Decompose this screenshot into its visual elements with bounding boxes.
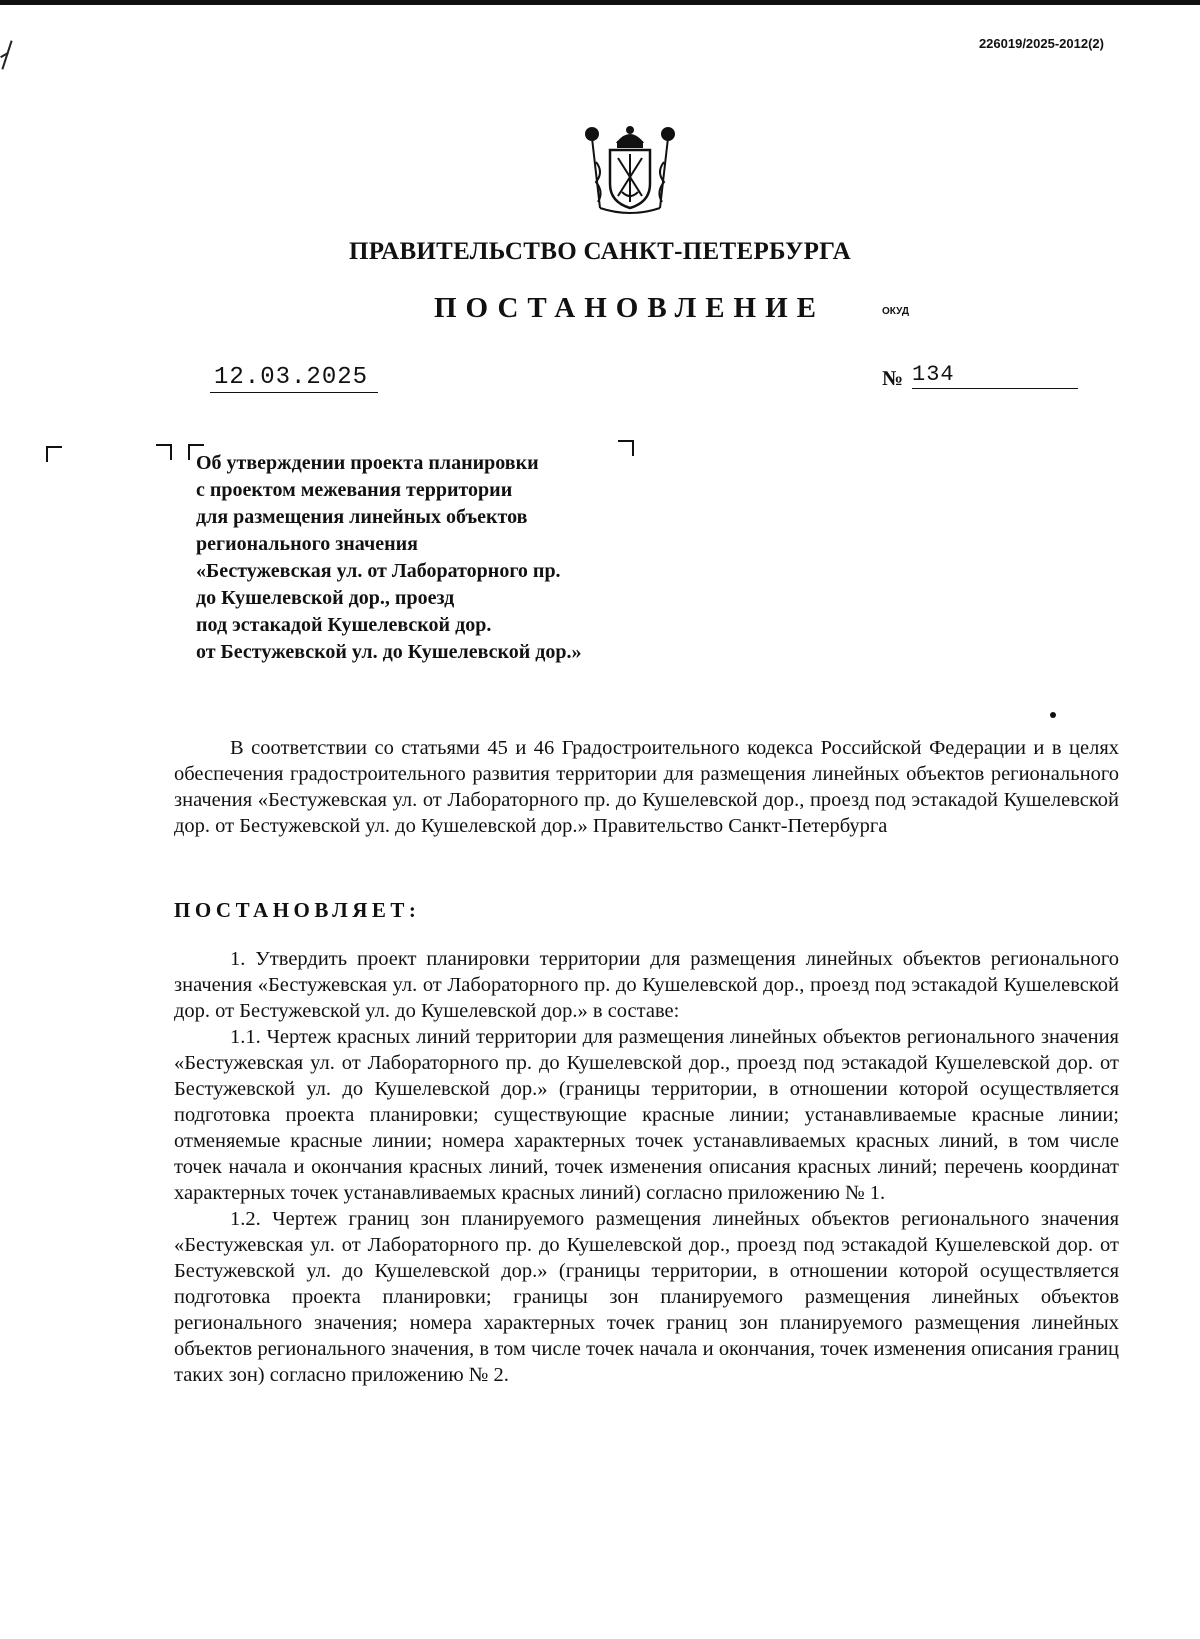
- document-number: 134: [912, 362, 1078, 389]
- subject-line: для размещения линейных объектов: [196, 506, 528, 528]
- subject-line: до Кушелевской дор., проезд: [196, 587, 455, 609]
- scan-speck: [1050, 712, 1056, 718]
- subject-line: Об утверждении проекта планировки: [196, 452, 539, 474]
- document-number-label: №: [882, 366, 904, 390]
- st-petersburg-coat-of-arms-icon: [578, 122, 682, 218]
- subject-line: от Бестужевской ул. до Кушелевской дор.»: [196, 641, 582, 663]
- document-code: 226019/2025-2012(2): [978, 36, 1104, 51]
- scan-margin-mark: [0, 38, 16, 72]
- preamble: [174, 735, 1119, 839]
- document-date: 12.03.2025: [210, 364, 378, 393]
- decree-heading: ПОСТАНОВЛЯЕТ:: [174, 898, 421, 922]
- subject-line: под эстакадой Кушелевской дор.: [196, 614, 492, 636]
- document-type-title: ПОСТАНОВЛЕНИЕ: [434, 292, 826, 324]
- decree-item: 1. Утвердить проект планировки территории для размещения линейных объектов регионального значения «Бестужевская ул. от Лабораторного пр. до Кушелевской дор., проезд под эстакадой Кушелевской дор. от Бестужевской ул. до Кушелевской дор.» в составе:: [174, 948, 1119, 1022]
- government-name: ПРАВИТЕЛЬСТВО САНКТ-ПЕТЕРБУРГА: [348, 238, 852, 265]
- okud-label: ОКУД: [882, 306, 909, 317]
- decree-item: 1.1. Чертеж красных линий территории для размещения линейных объектов регионального значения «Бестужевская ул. от Лабораторного пр. до Кушелевской дор., проезд под эстакадой Кушелевской дор. от Бестужевской ул. до Кушелевской дор.» (границы территории, в отношении которой осуществляется подготовка проекта планировки; существующие красные линии; устанавливаемые красные линии; отменяемые красные линии; номера характерных точек устанавливаемых красных линий, в том числе точек начала и окончания красных линий, точек изменения описания красных линий; перечень координат характерных точек устанавливаемых красных линий) согласно приложению № 1.: [174, 1026, 1119, 1204]
- subject-line: регионального значения: [196, 533, 418, 555]
- decree-items: [174, 946, 1119, 1388]
- preamble-text: В соответствии со статьями 45 и 46 Градостроительного кодекса Российской Федерации и в целях обеспечения градостроительного развития территории для размещения линейных объектов регионального значения «Бестужевская ул. от Лабораторного пр. до Кушелевской дор., проезд под эстакадой Кушелевской дор. от Бестужевской ул. до Кушелевской дор.» Правительство Санкт-Петербурга: [174, 737, 1119, 837]
- subject-line: «Бестужевская ул. от Лабораторного пр.: [196, 560, 561, 582]
- subject-line: с проектом межевания территории: [196, 479, 513, 501]
- margin-bracket-left: [46, 446, 62, 462]
- resolution-subject: [196, 450, 716, 666]
- decree-item: 1.2. Чертеж границ зон планируемого размещения линейных объектов регионального значения «Бестужевская ул. от Лабораторного пр. до Кушелевской дор., проезд под эстакадой Кушелевской дор. от Бестужевской ул. до Кушелевской дор.» (границы территории, в отношении которой осуществляется подготовка проекта планировки; границы зон планируемого размещения линейных объектов регионального значения; номера характерных точек границ зон планируемого размещения линейных объектов регионального значения, в том числе точек начала и окончания, точек изменения описания границ таких зон) согласно приложению № 2.: [174, 1208, 1119, 1386]
- title-bracket-open-right: [156, 444, 172, 460]
- scan-top-edge: [0, 0, 1200, 5]
